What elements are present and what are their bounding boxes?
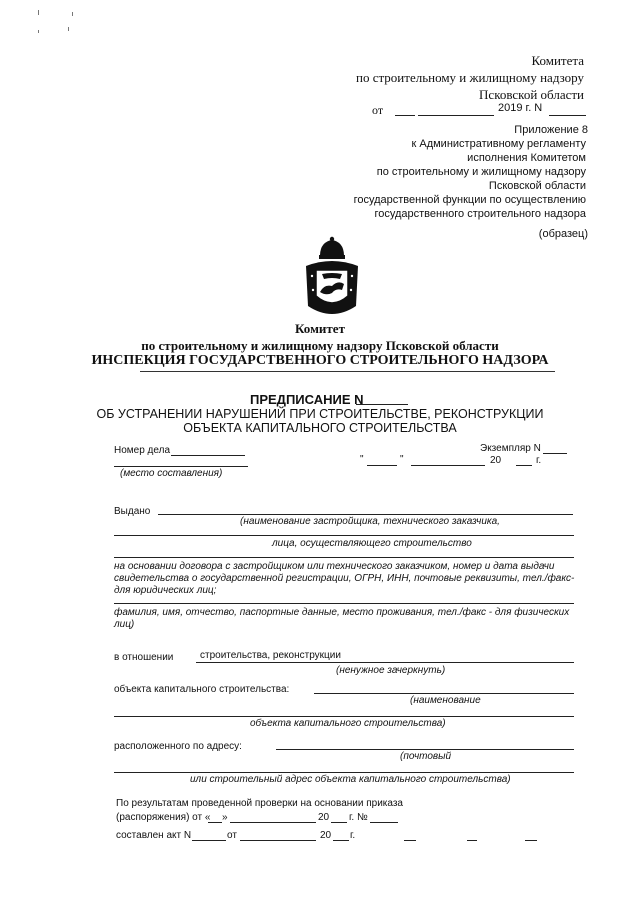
basis-hint1: на основании договора с застройщиком или технического заказчиком, номер и дата выдачи xyxy=(114,561,555,572)
copy-number-label: Экземпляр N xyxy=(480,443,541,454)
issued-to-field-3[interactable] xyxy=(114,557,574,558)
place-hint: (место составления) xyxy=(120,468,223,479)
issued-to-field[interactable] xyxy=(158,514,573,515)
act-date-field[interactable] xyxy=(240,840,316,841)
scan-mark xyxy=(38,30,39,33)
act-extra-field-3[interactable] xyxy=(525,840,537,841)
regarding-field[interactable] xyxy=(196,662,574,663)
act-year-prefix: 20 xyxy=(320,830,332,841)
appendix-line: государственного строительного надзора xyxy=(374,208,586,220)
address-field[interactable] xyxy=(276,749,574,750)
order-year-field[interactable] xyxy=(331,822,347,823)
object-label: объекта капитального строительства: xyxy=(114,684,290,695)
results-line1: По результатам проведенной проверки на основании приказа xyxy=(116,798,403,809)
appendix-line: государственной функции по осуществлению xyxy=(353,194,586,206)
results-line2-c: 20 xyxy=(318,812,330,823)
act-label: составлен акт N xyxy=(116,830,192,841)
results-line2-a: (распоряжения) от « xyxy=(116,812,211,823)
act-extra-field-1[interactable] xyxy=(404,840,416,841)
place-field[interactable] xyxy=(114,466,248,467)
order-subtitle2: ОБЪЕКТА КАПИТАЛЬНОГО СТРОИТЕЛЬСТВА xyxy=(183,421,457,435)
appendix-line: по строительному и жилищному надзору xyxy=(376,166,586,178)
date-blank-day[interactable] xyxy=(395,115,415,116)
date-quote-open: " xyxy=(360,454,364,465)
object-hint1: (наименование xyxy=(410,695,481,706)
appendix-line: Псковской области xyxy=(488,180,586,192)
appendix-line: Приложение 8 xyxy=(514,124,588,136)
object-field-2[interactable] xyxy=(114,716,574,717)
scan-mark xyxy=(68,27,69,31)
header-org-line3: Псковской области xyxy=(479,87,584,102)
order-number-blank[interactable] xyxy=(356,404,408,405)
order-number-field[interactable] xyxy=(370,822,398,823)
issued-to-hint1: (наименование застройщика, технического заказчика, xyxy=(240,516,500,527)
basis-hint3: для юридических лиц; xyxy=(114,585,217,596)
date-blank-number[interactable] xyxy=(549,115,586,116)
date-month-field[interactable] xyxy=(411,465,485,466)
sample-label: (образец) xyxy=(538,228,588,240)
address-hint2: или строительный адрес объекта капитального строительства) xyxy=(190,774,511,785)
title-underline xyxy=(140,371,555,372)
act-year-field[interactable] xyxy=(333,840,349,841)
order-day-field[interactable] xyxy=(208,822,222,823)
title-committee-full: по строительному и жилищному надзору Псковской области xyxy=(141,338,499,353)
header-date-year: 2019 г. N xyxy=(498,102,543,114)
title-inspection: ИНСПЕКЦИЯ ГОСУДАРСТВЕННОГО СТРОИТЕЛЬНОГО НАДЗОРА xyxy=(91,353,549,368)
order-title: ПРЕДПИСАНИЕ N xyxy=(250,392,364,407)
address-hint1: (почтовый xyxy=(400,751,452,762)
basis-hint2: свидетельства о государственной регистрации, ОГРН, ИНН, почтовые реквизиты, тел./факс- xyxy=(114,573,575,584)
act-year-suffix: г. xyxy=(350,830,356,841)
scan-mark xyxy=(72,12,73,16)
date-year-field[interactable] xyxy=(516,465,532,466)
person-hint1: фамилия, имя, отчество, паспортные данные, место проживания, тел./факс - для физических xyxy=(114,607,570,618)
order-subtitle1: ОБ УСТРАНЕНИИ НАРУШЕНИЙ ПРИ СТРОИТЕЛЬСТВЕ, РЕКОНСТРУКЦИИ xyxy=(96,407,544,421)
person-field[interactable] xyxy=(114,603,574,604)
person-hint2: лиц) xyxy=(114,619,135,630)
act-from: от xyxy=(227,830,237,841)
case-number-field[interactable] xyxy=(171,455,245,456)
date-blank-month[interactable] xyxy=(418,115,494,116)
header-org-line2: по строительному и жилищному надзору xyxy=(355,70,584,85)
results-line2-b: » xyxy=(222,812,228,823)
copy-number-field[interactable] xyxy=(543,453,567,454)
coat-of-arms-emblem xyxy=(296,236,368,320)
regarding-label: в отношении xyxy=(114,652,174,663)
date-quote-close: " xyxy=(400,454,404,465)
regarding-hint: (ненужное зачеркнуть) xyxy=(336,665,446,676)
object-field[interactable] xyxy=(314,693,574,694)
issued-to-hint2: лица, осуществляющего строительство xyxy=(272,538,472,549)
address-field-2[interactable] xyxy=(114,772,574,773)
regarding-value: строительства, реконструкции xyxy=(200,650,341,661)
header-org-line1: Комитета xyxy=(531,53,584,68)
issued-to-field-2[interactable] xyxy=(114,535,574,536)
appendix-line: к Административному регламенту xyxy=(411,138,586,150)
date-year-prefix: 20 xyxy=(490,455,502,466)
issued-to-label: Выдано xyxy=(114,506,151,517)
date-year-suffix: г. xyxy=(536,455,542,466)
scan-mark xyxy=(38,10,39,15)
act-extra-field-2[interactable] xyxy=(467,840,477,841)
address-label: расположенного по адресу: xyxy=(114,741,242,752)
case-number-label: Номер дела xyxy=(114,445,171,456)
act-number-field[interactable] xyxy=(192,840,226,841)
header-date-prefix: от xyxy=(372,103,384,117)
results-line2-d: г. № xyxy=(349,812,368,823)
title-committee: Комитет xyxy=(295,321,345,336)
date-day-field[interactable] xyxy=(367,465,397,466)
appendix-line: исполнения Комитетом xyxy=(467,152,586,164)
order-month-field[interactable] xyxy=(230,822,316,823)
object-hint2: объекта капитального строительства) xyxy=(250,718,446,729)
